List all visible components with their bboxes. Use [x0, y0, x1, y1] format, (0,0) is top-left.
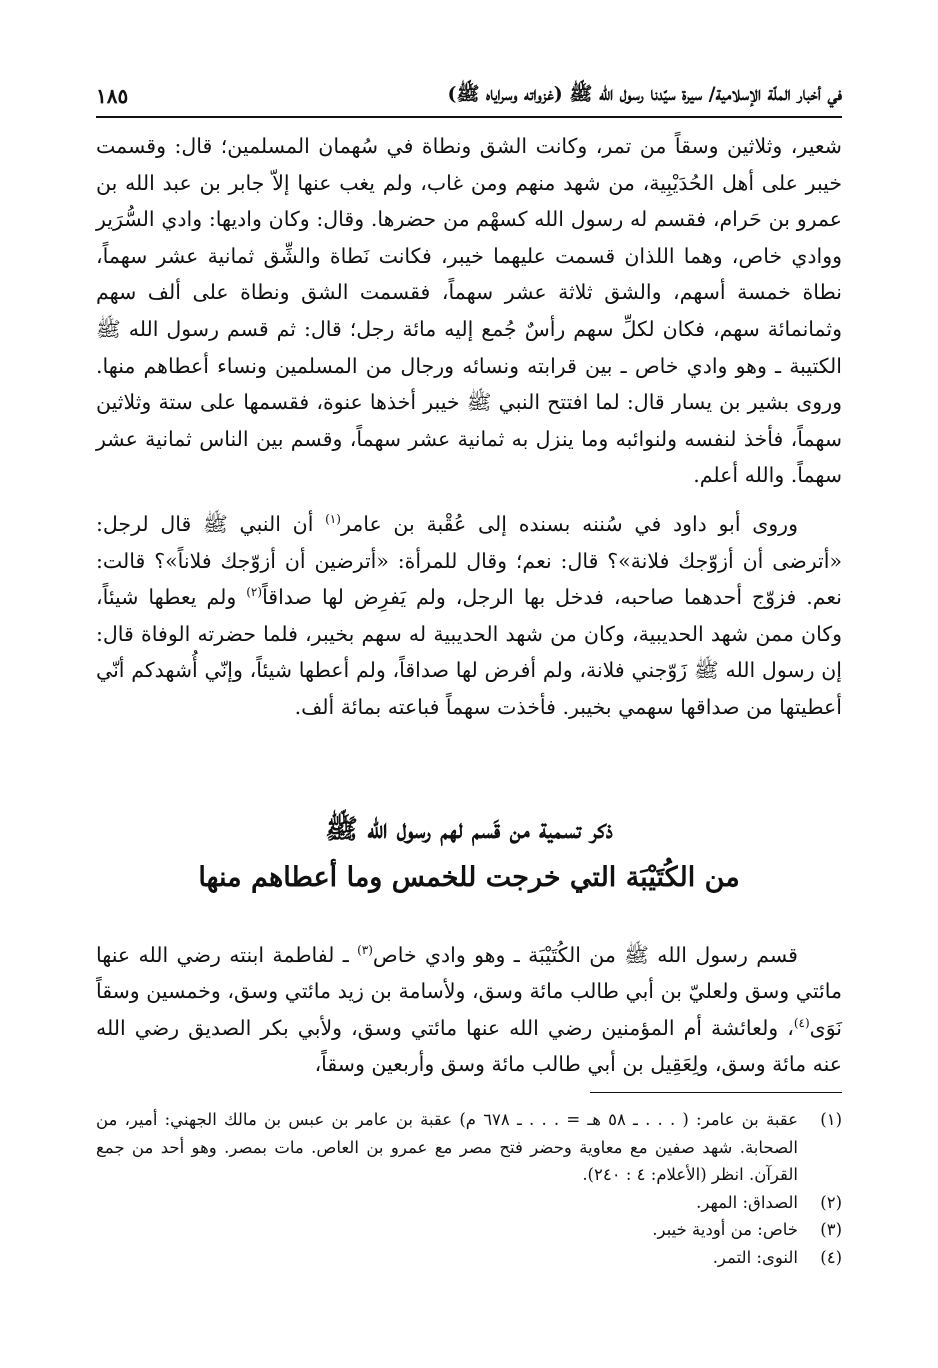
main-text [96, 128, 842, 726]
footnote-number: (٢) [820, 1192, 842, 1212]
footnote-4 [96, 1244, 842, 1272]
paragraph-2 [96, 506, 842, 726]
paragraph-2-part-3: ولم يعطها شيئاً، وكان ممن شهد الحديبية، وكان من شهد الحديبية له سهم بخيبر، فلما حضرته الوفاة قال: إن رسول الله ﷺ زَوّجني فلانة، ولم أفرض لها صداقاً، ولم أعطها شيئاً، وإنّي أُشهدكم أنّي أعطيتها من صداقها سهمي بخيبر. فأخذت سهماً فباعته بمائة ألف. [96, 585, 842, 719]
paragraph-1: شعير، وثلاثين وسقاً من تمر، وكانت الشق ونطاة في سُهمان المسلمين؛ قال: وقسمت خيبر على أهل الحُدَيْبِية، من شهد منهم ومن غاب، ولم يغب عنها إلاّ جابر بن عبد الله بن عمرو بن حَرام، فقسم له رسول الله كسهْم من حضرها. وقال: وكان واديها: وادي السُّرَير ووادي خاص، وهما اللذان قسمت عليهما خيبر، فكانت نَطاة والشِّق ثمانية عشر سهماً، نطاة خمسة أسهم، والشق ثلاثة عشر سهماً، فقسمت الشق ونطاة على ألف سهم وثمانمائة سهم، فكان لكلِّ سهم رأسٌ جُمع إليه مائة رجل؛ قال: ثم قسم رسول الله ﷺ الكتيبة ـ وهو وادي خاص ـ بين قرابته ونسائه ورجال من المسلمين ونساء أعطاهم منها. وروى بشير بن يسار قال: لما افتتح النبي ﷺ خيبر أخذها عنوة، فقسمها على ستة وثلاثين سهماً، فأخذ لنفسه ولنوائبه وما ينزل به ثمانية عشر سهماً، وقسم بين الناس ثمانية عشر سهماً. والله أعلم. [96, 134, 842, 488]
footnote-text: الصداق: المهر. [696, 1192, 798, 1212]
section-heading-line-2: من الكُتَيْبَة التي خرجت للخمس وما أعطاهم منها [198, 862, 740, 893]
footnote-text: خاص: من أودية خيبر. [652, 1220, 798, 1239]
footnote-2 [96, 1189, 842, 1217]
footnote-number: (٣) [820, 1220, 842, 1239]
paragraph-3-part-1: قسم رسول الله ﷺ من الكُتَيْبَة ـ وهو وادي خاص [372, 942, 798, 967]
footnote-ref-2: (٢) [246, 585, 263, 600]
footnote-ref-1: (١) [325, 512, 341, 527]
footnote-ref-3: (٣) [357, 942, 373, 957]
footnotes [96, 1106, 842, 1271]
footnote-number: (٤) [820, 1247, 842, 1267]
running-header [96, 78, 842, 114]
section-heading-line-1: ذكر تسمية من قَسم لهم رسول الله ﷺ [325, 814, 613, 845]
section-heading [96, 806, 842, 902]
header-rule [96, 116, 842, 118]
footnote-ref-4: (٤) [793, 1015, 810, 1030]
paragraph-3-part-2: ـ لفاطمة ابنته رضي الله عنها مائتي وسق ولعليّ بن أبي طالب مائة وسق، ولأسامة بن زيد مائتي وسق، وخمسين وسقاً نَوَى [96, 942, 842, 1040]
page-number: ١٨٥ [96, 84, 129, 108]
paragraph-3 [96, 937, 842, 1083]
paragraph-3-part-3: ، ولعائشة أم المؤمنين رضي الله عنها مائتي وسق، ولأبي بكر الصديق رضي الله عنه مائة وسق، ولِعَقِيل بن أبي طالب مائة وسق وأربعين وسقاً، [96, 1015, 842, 1077]
footnote-1 [96, 1106, 842, 1189]
footnote-number: (١) [820, 1110, 842, 1129]
paragraph-2-part-2: أن النبي ﷺ قال لرجل: «أترضى أن أزوّجك فلانة»؟ قال: نعم؛ وقال للمرأة: «أترضين أن أزوّجك فلاناً»؟ قالت: نعم. فزوّج أحدهما صاحبه، فدخل بها الرجل، ولم يَفرِض لها صداقاً [96, 511, 842, 610]
running-title: في أخبار الملّة الإسلامية/ سيرة سيّدنا رسول الله ﷺ (غزواته وسراياه ﷺ) [447, 83, 842, 105]
footnote-rule [590, 1092, 842, 1093]
paragraph-2-part-1: وروى أبو داود في سُننه بسنده إلى عُقْبة بن عامر [340, 511, 798, 536]
footnote-text: النوى: التمر. [712, 1247, 798, 1267]
footnote-3 [96, 1216, 842, 1244]
footnote-text: عقبة بن عامر: ( . . . ـ ٥٨ هـ = . . . ـ ٦٧٨ م) عقبة بن عامر بن عبس بن مالك الجهني: أمير، من الصحابة. شهد صفين مع معاوية وحضر فتح مصر مع عمرو بن العاص. مات بمصر. وهو أحد من جمع القرآن. انظر (الأعلام: ٤ : ٢٤٠). [96, 1110, 798, 1184]
